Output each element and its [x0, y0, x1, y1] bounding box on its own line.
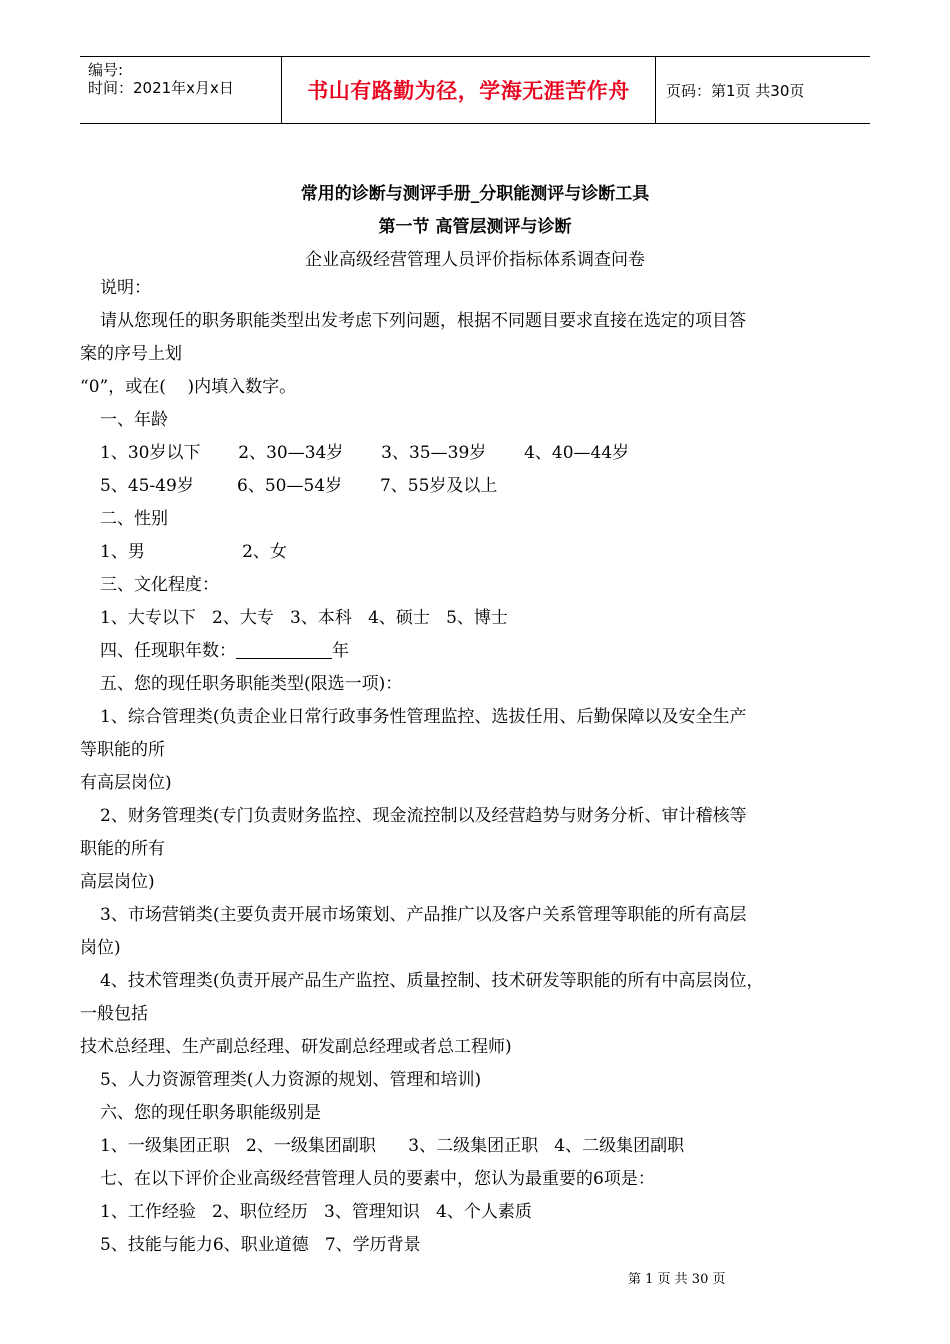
- function-option-2-cont: 职能的所有: [80, 839, 165, 859]
- education-options: 1、大专以下 2、大专 3、本科 4、硕士 5、博士: [100, 608, 508, 628]
- factor-options-row2: 5、技能与能力6、职业道德 7、学历背景: [100, 1235, 421, 1255]
- question-education: 三、文化程度：: [100, 575, 219, 595]
- function-option-3-cont: 岗位): [80, 938, 121, 958]
- document-date: 时间：2021年x月x日: [88, 79, 234, 97]
- age-options-row2: 5、45-49岁 6、50—54岁 7、55岁及以上: [100, 476, 498, 496]
- header-meta: [80, 57, 282, 123]
- section-title: 第一节 高管层测评与诊断: [378, 217, 572, 237]
- function-option-3: 3、市场营销类(主要负责开展市场策划、产品推广以及客户关系管理等职能的所有高层: [100, 905, 747, 925]
- header-motto: 书山有路勤为径，学海无涯苦作舟: [282, 57, 656, 123]
- instructions-text-cont2: “0”，或在( )内填入数字。: [80, 377, 297, 397]
- function-option-1: 1、综合管理类(负责企业日常行政事务性管理监控、选拔任用、后勤保障以及安全生产: [100, 707, 747, 727]
- question-level: 六、您的现任职务职能级别是: [100, 1103, 321, 1123]
- function-option-2-cont2: 高层岗位): [80, 872, 155, 892]
- page-footer: 第 1 页 共 30 页: [628, 1272, 726, 1287]
- instructions-text-cont: 案的序号上划: [80, 344, 182, 364]
- question-gender: 二、性别: [100, 509, 168, 529]
- level-options: 1、一级集团正职 2、一级集团副职 3、二级集团正职 4、二级集团副职: [100, 1136, 685, 1156]
- title-block: [0, 178, 950, 277]
- function-option-4: 4、技术管理类(负责开展产品生产监控、质量控制、技术研发等职能的所有中高层岗位，: [100, 971, 764, 991]
- function-option-1-cont2: 有高层岗位): [80, 773, 172, 793]
- questionnaire-title: 企业高级经营管理人员评价指标体系调查问卷: [305, 250, 645, 270]
- function-option-1-cont: 等职能的所: [80, 740, 165, 760]
- document-body: [80, 272, 870, 1262]
- instructions-text: 请从您现任的职务职能类型出发考虑下列问题，根据不同题目要求直接在选定的项目答: [100, 311, 746, 331]
- function-option-4-cont2: 技术总经理、生产副总经理、研发副总经理或者总工程师): [80, 1037, 512, 1057]
- question-tenure: [80, 635, 870, 668]
- tenure-label: 四、任现职年数：: [100, 641, 236, 661]
- header-page-info: 页码：第1页 共30页: [666, 81, 805, 100]
- question-factors: 七、在以下评价企业高级经营管理人员的要素中，您认为最重要的6项是：: [100, 1169, 655, 1189]
- gender-options: 1、男 2、女: [100, 542, 287, 562]
- tenure-blank[interactable]: [236, 638, 332, 659]
- question-age: 一、年龄: [100, 410, 168, 430]
- document-number-label: 编号:: [88, 61, 124, 79]
- function-option-5: 5、人力资源管理类(人力资源的规划、管理和培训): [100, 1070, 482, 1090]
- instructions-label: 说明：: [100, 278, 151, 298]
- document-title: 常用的诊断与测评手册_分职能测评与诊断工具: [300, 184, 650, 204]
- factor-options-row1: 1、工作经验 2、职位经历 3、管理知识 4、个人素质: [100, 1202, 532, 1222]
- tenure-unit: 年: [332, 641, 349, 661]
- function-option-2: 2、财务管理类(专门负责财务监控、现金流控制以及经营趋势与财务分析、审计稽核等: [100, 806, 747, 826]
- age-options-row1: 1、30岁以下 2、30—34岁 3、35—39岁 4、40—44岁: [100, 443, 630, 463]
- question-function-type: 五、您的现任职务职能类型(限选一项)：: [100, 674, 403, 694]
- header-table: [80, 56, 870, 124]
- function-option-4-cont: 一般包括: [80, 1004, 148, 1024]
